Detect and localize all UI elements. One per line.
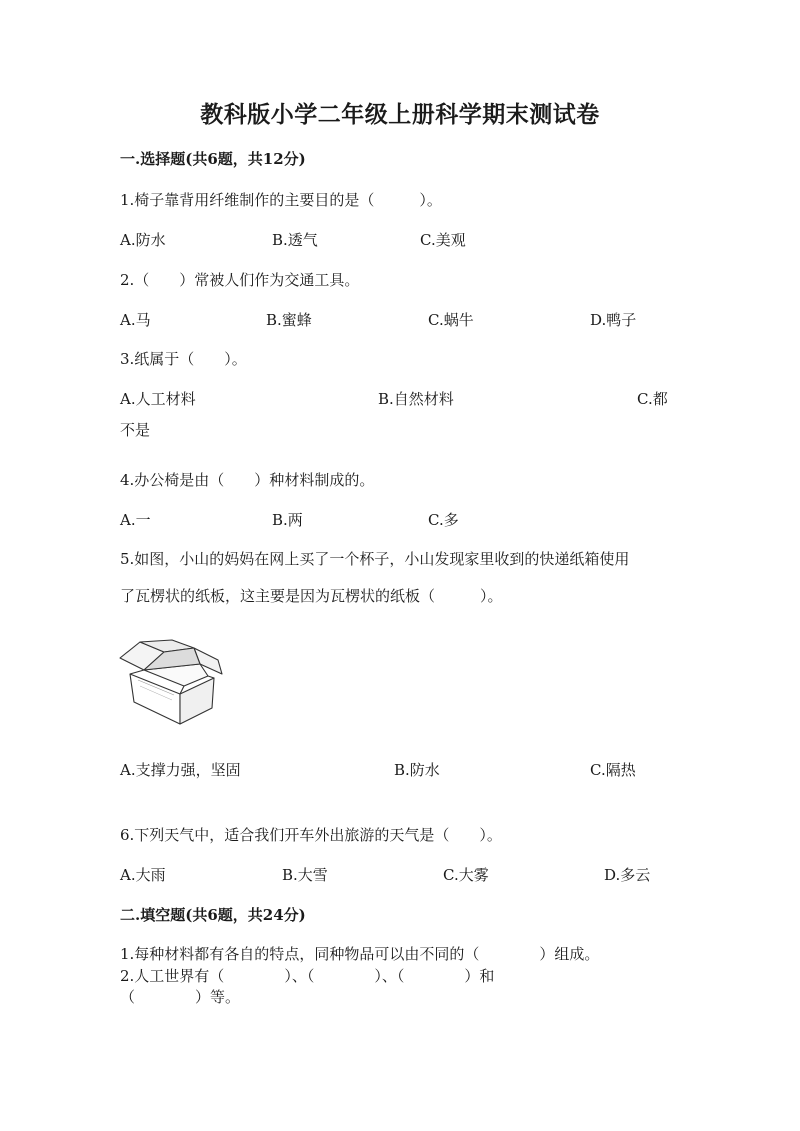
question-6-option-b: B.大雪	[282, 866, 328, 884]
question-1-stem: 1.椅子靠背用纤维制作的主要目的是（ ）。	[120, 191, 442, 209]
question-3-stem: 3.纸属于（ ）。	[120, 350, 247, 368]
question-1-option-c: C.美观	[420, 231, 466, 249]
question-6-option-c: C.大雾	[443, 866, 489, 884]
question-5-stem-line-1: 5.如图，小山的妈妈在网上买了一个杯子，小山发现家里收到的快递纸箱使用	[120, 550, 630, 568]
question-2-option-d: D.鸭子	[590, 311, 637, 329]
cardboard-box-illustration	[118, 638, 230, 728]
question-3-option-c-continued: 不是	[120, 421, 151, 439]
question-2-option-b: B.蜜蜂	[266, 311, 312, 329]
page-title: 教科版小学二年级上册科学期末测试卷	[200, 101, 600, 128]
question-2-stem: 2.（ ）常被人们作为交通工具。	[120, 271, 360, 289]
section-heading-choice: 一.选择题(共6题，共12分)	[120, 150, 306, 168]
question-5-option-a: A.支撑力强，坚固	[120, 761, 241, 779]
question-2-option-c: C.蜗牛	[428, 311, 474, 329]
section-heading-fill-blank: 二.填空题(共6题，共24分)	[120, 906, 306, 924]
fill-question-2-line-2: （ ）等。	[120, 988, 241, 1006]
fill-question-2-line-1: 2.人工世界有（ ）、（ ）、（ ）和	[120, 967, 495, 985]
question-3-option-c: C.都	[637, 390, 668, 408]
question-3-option-a: A.人工材料	[120, 390, 196, 408]
question-5-stem-line-2: 了瓦楞状的纸板，这主要是因为瓦楞状的纸板（ ）。	[120, 587, 503, 605]
question-5-option-c: C.隔热	[590, 761, 636, 779]
question-1-option-a: A.防水	[120, 231, 166, 249]
question-1-option-b: B.透气	[272, 231, 318, 249]
question-6-stem: 6.下列天气中，适合我们开车外出旅游的天气是（ ）。	[120, 826, 502, 844]
question-4-option-c: C.多	[428, 511, 459, 529]
question-4-option-a: A.一	[120, 511, 151, 529]
fill-question-1: 1.每种材料都有各自的特点，同种物品可以由不同的（ ）组成。	[120, 945, 600, 963]
question-2-option-a: A.马	[120, 311, 151, 329]
question-6-option-a: A.大雨	[120, 866, 166, 884]
question-6-option-d: D.多云	[604, 866, 651, 884]
question-4-stem: 4.办公椅是由（ ）种材料制成的。	[120, 471, 375, 489]
question-5-option-b: B.防水	[394, 761, 440, 779]
question-4-option-b: B.两	[272, 511, 303, 529]
question-3-option-b: B.自然材料	[378, 390, 454, 408]
